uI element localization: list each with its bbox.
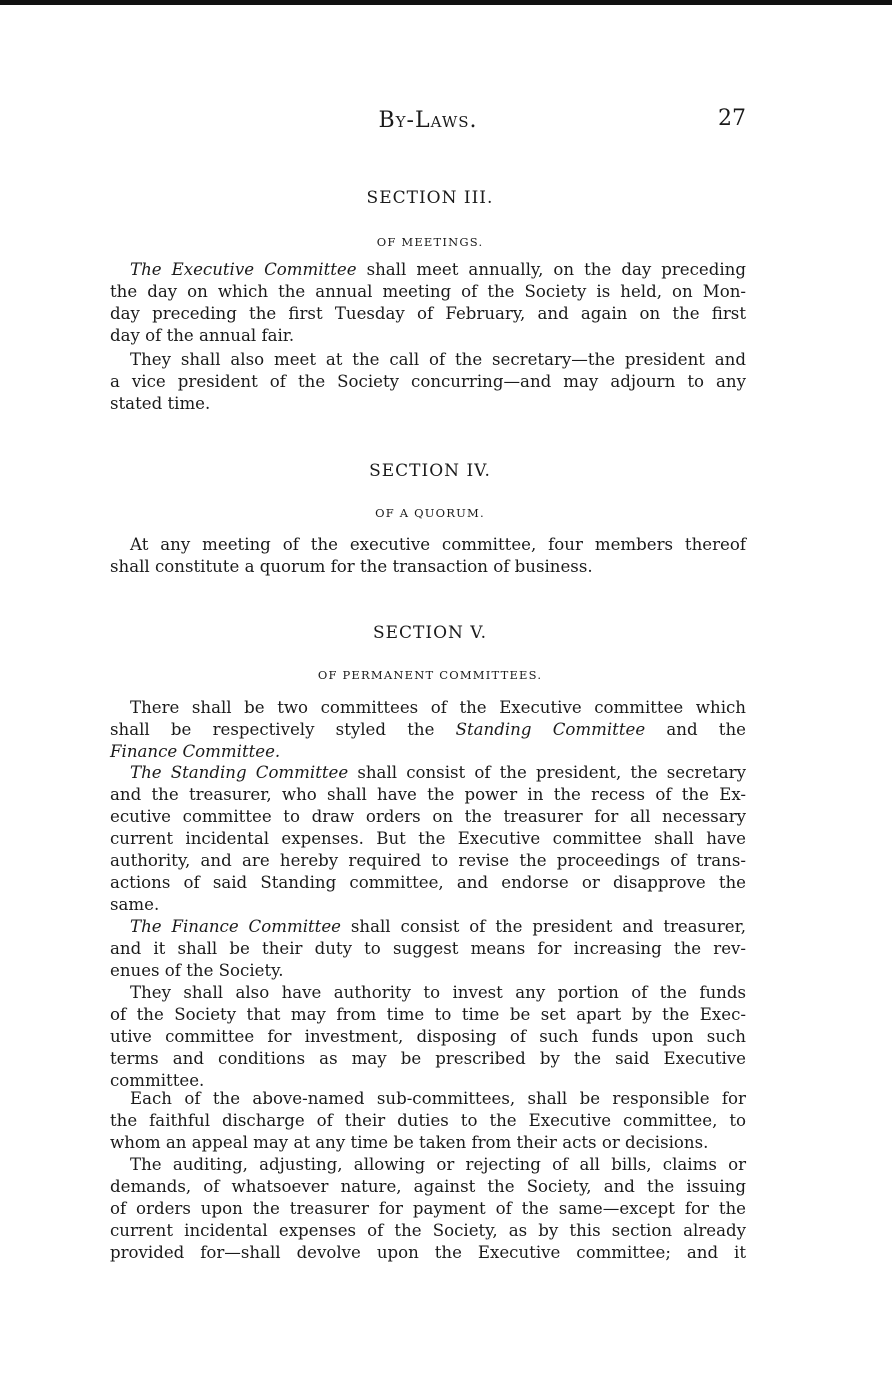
section-4-subheading: OF A QUORUM. <box>375 506 485 520</box>
italic-term: The Executive Committee <box>130 260 357 279</box>
text-line: same. <box>110 895 160 914</box>
text-line: They shall also meet at the call of the secretary—the president and <box>130 350 746 369</box>
text-line: stated time. <box>110 394 211 413</box>
section-3-heading: SECTION III. <box>366 188 494 208</box>
text-line: and the treasurer, who shall have the power in the recess of the Ex- <box>110 785 746 804</box>
section-5-subheading: OF PERMANENT COMMITTEES. <box>317 668 543 682</box>
text-line: whom an appeal may at any time be taken from their acts or decisions. <box>110 1133 709 1152</box>
text-line: demands, of whatsoever nature, against the Society, and the issuing <box>110 1177 746 1196</box>
text-line: and it shall be their duty to suggest means for increasing the rev- <box>110 939 746 958</box>
text-line: the day on which the annual meeting of the Society is held, on Mon- <box>110 282 746 301</box>
text-line: of orders upon the treasurer for payment of the same—except for the <box>110 1199 746 1218</box>
section-5-heading: SECTION V. <box>372 623 488 643</box>
italic-term: Standing Committee <box>455 720 646 739</box>
section-3-paragraph-1 <box>110 259 746 347</box>
text-line: current incidental expenses. But the Executive committee shall have <box>110 829 746 848</box>
page-top-edge <box>0 0 892 5</box>
text-line: authority, and are hereby required to revise the proceedings of trans- <box>110 851 746 870</box>
text-line: day preceding the first Tuesday of February, and again on the first <box>110 304 746 323</box>
section-5-paragraph-4 <box>110 982 746 1092</box>
section-5-paragraph-3 <box>110 916 746 982</box>
text-line: day of the annual fair. <box>110 326 295 345</box>
italic-term: The Standing Committee <box>130 763 349 782</box>
section-5-paragraph-5 <box>110 1088 746 1154</box>
section-4-heading: SECTION IV. <box>369 461 491 481</box>
running-title: By-Laws. <box>378 108 478 133</box>
page-number: 27 <box>718 106 746 131</box>
italic-term: Finance Committee. <box>110 742 281 761</box>
section-3-subheading: OF MEETINGS. <box>376 235 484 249</box>
section-5-paragraph-6 <box>110 1154 746 1264</box>
text-line: a vice president of the Society concurring—and may adjourn to any <box>110 372 746 391</box>
text-line <box>110 741 746 763</box>
text-line: The Finance Committee shall consist of the president and treasurer, <box>130 917 746 936</box>
section-3-paragraph-2 <box>110 349 746 415</box>
text-line: committee. <box>110 1071 205 1090</box>
text-line: enues of the Society. <box>110 961 284 980</box>
text-line: shall constitute a quorum for the transaction of business. <box>110 557 593 576</box>
text-line: Each of the above-named sub-committees, shall be responsible for <box>130 1089 746 1108</box>
text-line: current incidental expenses of the Society, as by this section already <box>110 1221 746 1240</box>
italic-term: The Finance Committee <box>130 917 341 936</box>
text-line: They shall also have authority to invest any portion of the funds <box>130 983 746 1002</box>
text-line: shall be respectively styled the Standing Committee and the <box>110 720 746 739</box>
text-line: The Standing Committee shall consist of the president, the secretary <box>130 763 746 782</box>
text-line: utive committee for investment, disposing of such funds upon such <box>110 1027 746 1046</box>
text-line: actions of said Standing committee, and endorse or disapprove the <box>110 873 746 892</box>
text-line: There shall be two committees of the Executive committee which <box>130 698 746 717</box>
text-line: ecutive committee to draw orders on the treasurer for all necessary <box>110 807 746 826</box>
text-line: the faithful discharge of their duties to the Executive committee, to <box>110 1111 746 1130</box>
section-4-paragraph-1 <box>110 534 746 578</box>
text-line: The Executive Committee shall meet annually, on the day preceding <box>130 260 746 279</box>
text-line: provided for—shall devolve upon the Executive committee; and it <box>110 1243 746 1262</box>
text-line: The auditing, adjusting, allowing or rejecting of all bills, claims or <box>130 1155 746 1174</box>
section-5-paragraph-2 <box>110 762 746 916</box>
text-line: of the Society that may from time to time be set apart by the Exec- <box>110 1005 746 1024</box>
running-head <box>110 108 746 142</box>
section-5-paragraph-1 <box>110 697 746 763</box>
text-line: terms and conditions as may be prescribed by the said Executive <box>110 1049 746 1068</box>
text-line: At any meeting of the executive committee, four members thereof <box>130 535 746 554</box>
